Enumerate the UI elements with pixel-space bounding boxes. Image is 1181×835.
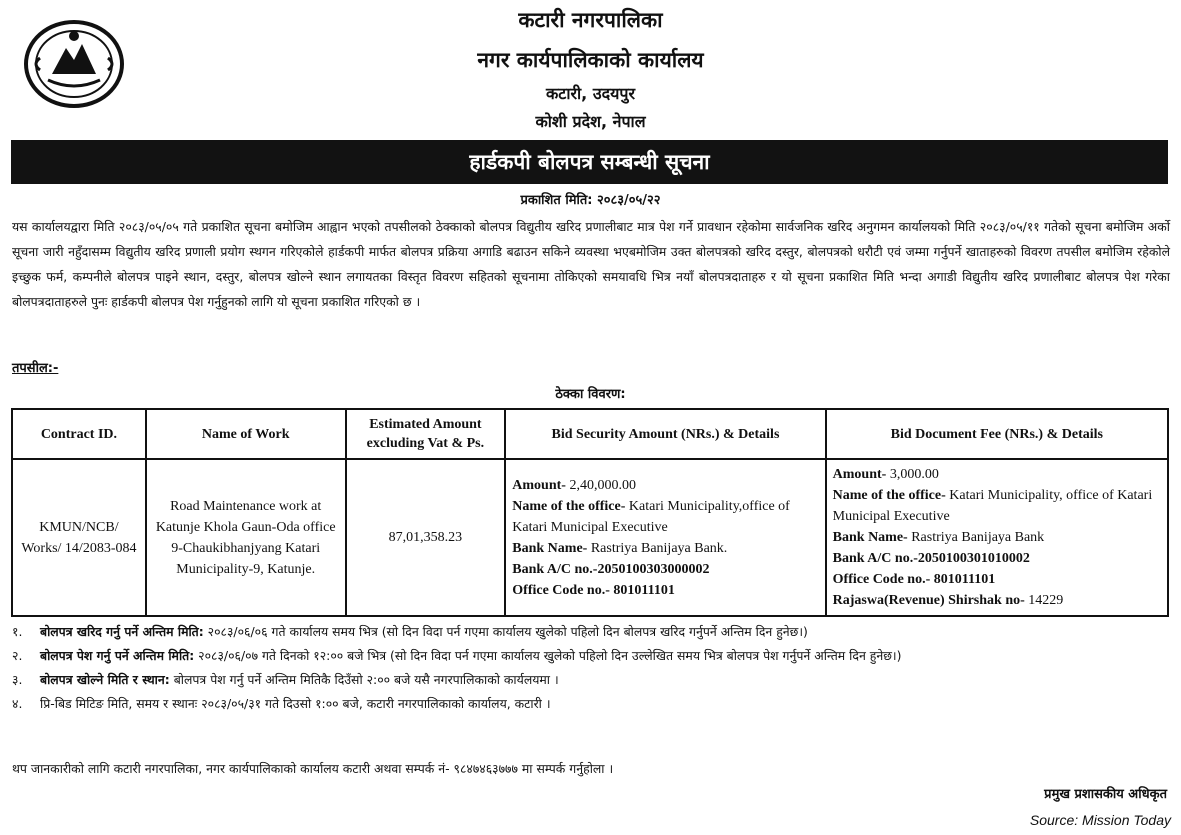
note-item: ४. प्रि-बिड मिटिङ मिति, समय र स्थानः २०८३/०५/३१ गते दिउसो १:०० बजे, कटारी नगरपालिकाको कार्यालय, कटारी । [12, 696, 551, 711]
publication-date-value: २०८३/०५/२२ [596, 193, 661, 208]
contact-info: थप जानकारीको लागि कटारी नगरपालिका, नगर कार्यपालिकाको कार्यालय कटारी अथवा सम्पर्क नं- ९८४७४६३७७७ मा सम्पर्क गर्नुहोला । [12, 761, 614, 776]
details-heading: तपसील:- [12, 361, 59, 376]
office-location: कटारी, उदयपुर [545, 84, 635, 103]
fee-office-code: Office Code no.- 801011101 [832, 572, 996, 587]
header-name-of-work: Name of Work [146, 409, 346, 459]
signatory-title: प्रमुख प्रशासकीय अधिकृत [1044, 787, 1167, 802]
security-account: Bank A/C no.-2050100303000002 [512, 561, 710, 577]
note-item: ३. बोलपत्र खोल्ने मिति र स्थान: बोलपत्र पेश गर्नु पर्ने अन्तिम मितिकै दिउँसो २:०० बजे यसै नगरपालिकाको कार्यलयमा । [12, 672, 559, 687]
contract-table-title: ठेक्का विवरण: [555, 387, 626, 402]
office-name: नगर कार्यपालिकाको कार्यालय [477, 48, 704, 72]
cell-name-of-work: Road Maintenance work at Katunje Khola Gaun-Oda office 9-Chaukibhanjyang Katari Municipality-9, Katunje. [146, 459, 346, 616]
fee-office: Name of the office- Katari Municipality, office of Katari Municipal Executive [832, 488, 1153, 524]
note-item: २. बोलपत्र पेश गर्नु पर्ने अन्तिम मिति: २०८३/०६/०७ गते दिनको १२:०० बजे भित्र (सो दिन विदा पर्न गएमा कार्यालय खुलेको पहिलो दिन उल्लेखित समय भित्र बोलपत्र पेश गर्नुपर्ने अन्तिम दिन हुनेछ।) [12, 648, 902, 663]
notes-list [12, 620, 1172, 716]
fee-account: Bank A/C no.-2050100301010002 [832, 551, 1030, 566]
table-header-row [12, 409, 1168, 459]
publication-date-label: प्रकाशित मिति: [520, 193, 593, 208]
security-office-code: Office Code no.- 801011101 [512, 582, 675, 598]
cell-estimated-amount: 87,01,358.23 [346, 459, 506, 616]
table-row [12, 459, 1168, 616]
header-estimated-amount: Estimated Amount excluding Vat & Ps. [346, 409, 506, 459]
notice-paragraph: यस कार्यालयद्वारा मिति २०८३/०५/०५ गते प्रकाशित सूचना बमोजिम आह्वान भएको तपसीलको ठेक्काको बोलपत्र विद्युतीय खरिद प्रणालीबाट मात्र पेश गर्ने प्रावधान रहेकोमा सार्वजनिक खरिद अनुगमन कार्यालयको मिति २०८३/०५/११ गतेको सूचना बमोजिम अर्को सूचना जारी नहुँदासम्म विद्युतीय खरिद प्रणाली प्रयोग स्थगन गरिएकोले हार्डकपी मार्फत बोलपत्र प्रक्रिया अगाडि बढाउन सकिने व्यवस्था भएबमोजिम उक्त बोलपत्रको खरिद दस्तुर, बोलपत्रको धरौटी एवं जम्मा गर्नुपर्ने खाताहरुको विवरण तपसील बमोजिम रहेकोले इच्छुक फर्म, कम्पनीले बोलपत्र पाइने स्थान, दस्तुर, बोलपत्र खोल्ने स्थान लगायतका विस्तृत विवरण सहितको सूचनामा तोकिएको समयावधि भित्र नयाँ बोलपत्रदाताहरु र यो सूचना प्रकाशित मिति भन्दा अगाडी विद्युतीय खरिद प्रणालीबाट बोलपत्र पेश गरेका बोलपत्रदाताहरुले पुनः हार्डकपी बोलपत्र पेश गर्नुहुनको लागि यो सूचना प्रकाशित गरिएको छ । [12, 219, 1170, 309]
contract-table [11, 408, 1169, 617]
municipality-name: कटारी नगरपालिका [518, 8, 663, 32]
fee-revenue: Rajaswa(Revenue) Shirshak no- 14229 [832, 593, 1064, 608]
cell-bid-security [505, 459, 825, 616]
cell-bid-fee [826, 459, 1168, 616]
security-office: Name of the office- Katari Municipality,office of Katari Municipal Executive [512, 498, 790, 535]
fee-bank: Bank Name- Rastriya Banijaya Bank [832, 530, 1045, 545]
source-credit: Source: Mission Today [1029, 812, 1171, 828]
notice-header [0, 0, 1181, 140]
fee-amount: Amount- 3,000.00 [832, 467, 939, 482]
header-bid-fee: Bid Document Fee (NRs.) & Details [826, 409, 1168, 459]
cell-contract-id: KMUN/NCB/ Works/ 14/2083-084 [12, 459, 146, 616]
security-amount: Amount- 2,40,000.00 [512, 477, 636, 493]
security-bank: Bank Name- Rastriya Banijaya Bank. [512, 540, 728, 556]
header-bid-security: Bid Security Amount (NRs.) & Details [505, 409, 825, 459]
province-name: कोशी प्रदेश, नेपाल [535, 112, 646, 131]
header-contract-id: Contract ID. [12, 409, 146, 459]
publication-date [0, 190, 1181, 208]
note-item: १. बोलपत्र खरिद गर्नु पर्ने अन्तिम मिति: २०८३/०६/०६ गते कार्यालय समय भित्र (सो दिन विदा पर्न गएमा कार्यालय खुलेको पहिलो दिन बोलपत्र खरिद गर्नुपर्ने अन्तिम दिन हुनेछ।) [12, 624, 808, 639]
notice-title-banner: हार्डकपी बोलपत्र सम्बन्धी सूचना [11, 140, 1168, 184]
